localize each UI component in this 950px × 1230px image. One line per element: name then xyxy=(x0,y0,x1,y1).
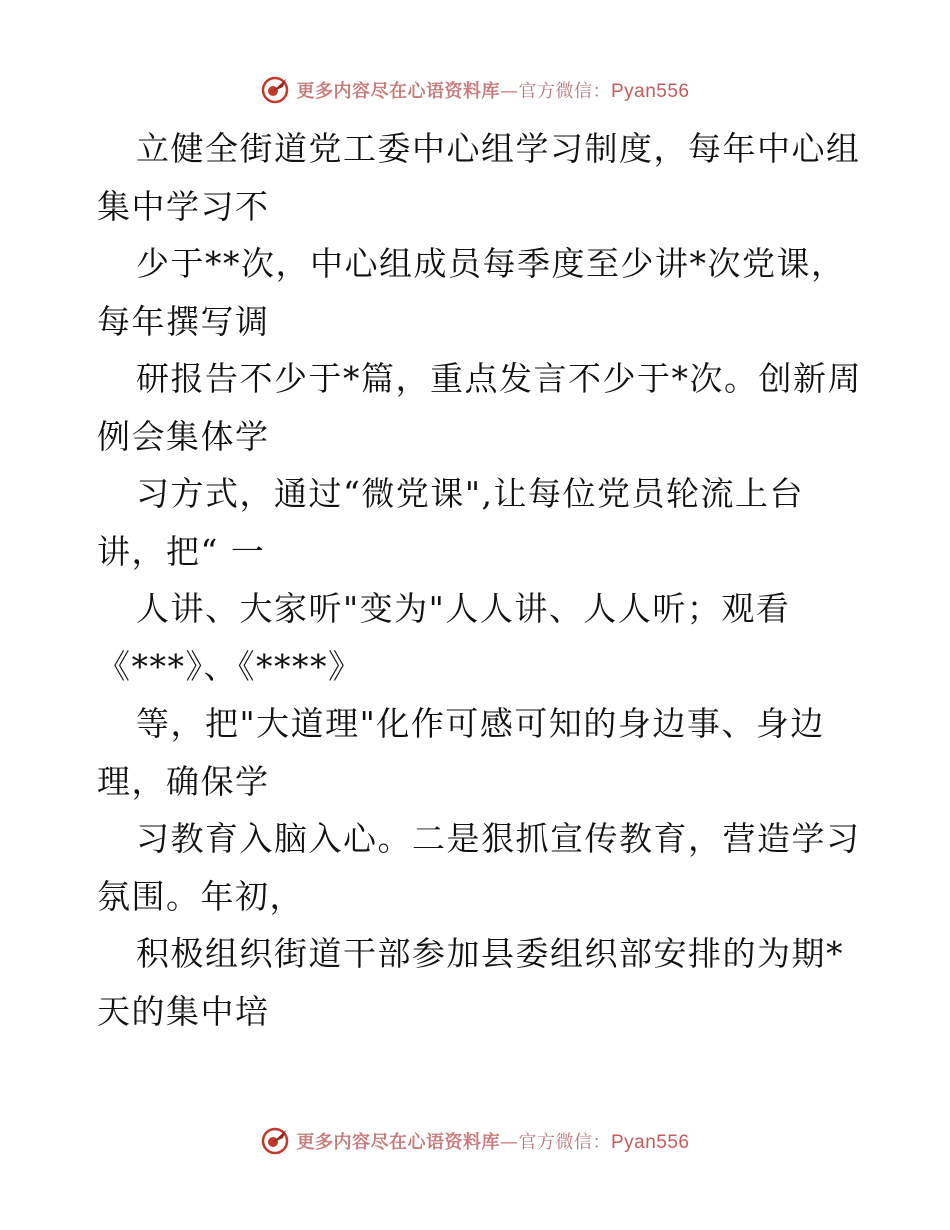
document-line: 习方式，通过“微党课",让每位党员轮流上台 xyxy=(136,474,805,513)
footer-watermark-main: 更多内容尽在心语资料库 xyxy=(296,1132,500,1153)
document-line: 天的集中培 xyxy=(97,991,270,1031)
header-wechat-id: Pyan556 xyxy=(610,81,690,102)
footer-wechat-label: 官方微信： xyxy=(518,1132,611,1153)
document-line: 讲，把“ 一 xyxy=(97,531,266,571)
footer-wechat-id: Pyan556 xyxy=(610,1132,690,1153)
header-wechat-label: 官方微信： xyxy=(518,81,611,102)
document-line: 氛围。年初， xyxy=(97,876,304,916)
header-watermark-dash: — xyxy=(499,81,519,102)
document-line: 少于**次，中心组成员每季度至少讲*次党课， xyxy=(136,244,846,283)
header-watermark xyxy=(0,70,950,110)
document-line: 每年撰写调 xyxy=(97,301,270,341)
document-line: 集中学习不 xyxy=(97,186,270,226)
quill-logo-icon xyxy=(260,1126,290,1156)
footer-watermark xyxy=(0,1121,950,1161)
document-line: 人讲、大家听"变为"人人讲、人人听；观看 xyxy=(136,589,791,628)
header-watermark-text xyxy=(296,77,689,103)
document-line: 研报告不少于*篇，重点发言不少于*次。创新周 xyxy=(136,359,862,398)
document-body xyxy=(97,120,867,1040)
document-line: 等，把"大道理"化作可感可知的身边事、身边 xyxy=(136,704,825,743)
document-line: 积极组织街道干部参加县委组织部安排的为期* xyxy=(136,934,844,973)
footer-watermark-dash: — xyxy=(499,1132,519,1153)
document-line: 习教育入脑入心。二是狠抓宣传教育，营造学习 xyxy=(136,819,861,858)
quill-logo-icon xyxy=(260,75,290,105)
document-line: 《***》、《****》 xyxy=(97,646,363,686)
header-watermark-main: 更多内容尽在心语资料库 xyxy=(296,81,500,102)
document-line: 例会集体学 xyxy=(97,416,270,456)
document-line: 立健全街道党工委中心组学习制度，每年中心组 xyxy=(136,129,861,168)
document-line: 理，确保学 xyxy=(97,761,270,801)
footer-watermark-text xyxy=(296,1128,689,1154)
